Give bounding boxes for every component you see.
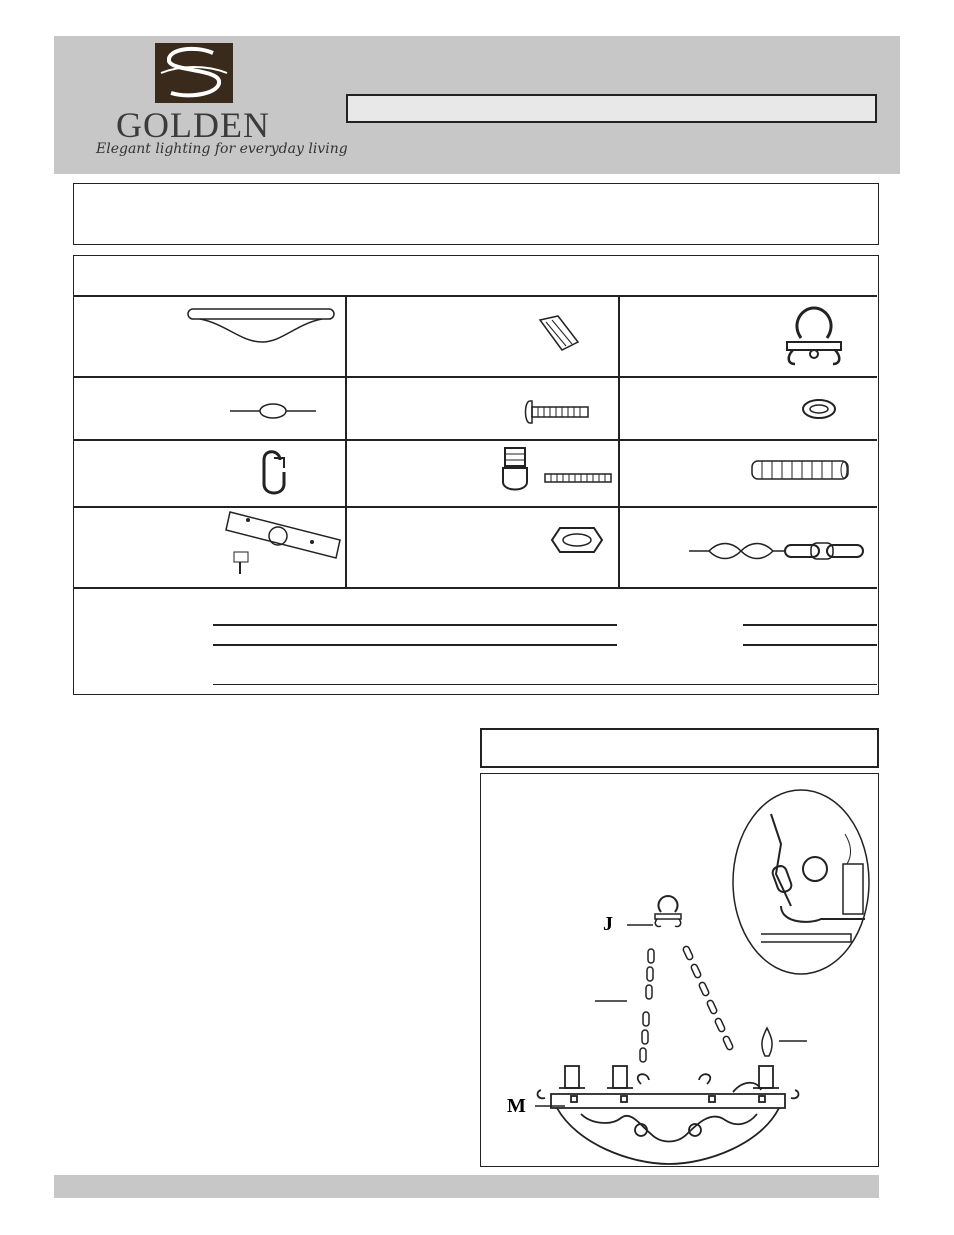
fill-line: [743, 624, 877, 626]
chain-right: [682, 945, 733, 1050]
fill-line: [213, 684, 877, 685]
grid-line: [74, 506, 877, 508]
notice-box: [73, 183, 879, 245]
brand-tagline: Elegant lighting for everyday living: [96, 141, 348, 157]
footer-band: [54, 1175, 879, 1198]
threaded-pipe-icon: [750, 458, 852, 484]
fill-line: [213, 644, 617, 646]
fill-line: [213, 624, 617, 626]
fill-line: [743, 644, 877, 646]
mounting-screw-icon: [522, 399, 590, 425]
chain-icon: [689, 537, 867, 563]
grid-line: [345, 295, 347, 589]
detail-callout: [733, 790, 869, 974]
chain-left: [640, 949, 654, 1062]
swivel-hickey-icon: [499, 446, 613, 496]
canopy-hook-icon: [779, 304, 849, 370]
bulb-icon: [762, 1028, 772, 1056]
wire-connector-icon: [534, 314, 584, 354]
chain-link-icon: [230, 399, 316, 423]
quick-link-icon: [258, 446, 290, 498]
hex-nut-icon: [550, 526, 604, 554]
grid-line: [74, 439, 877, 441]
golden-logo-icon: [155, 43, 233, 103]
parts-list-box: [73, 255, 879, 695]
canopy-hook-j: [655, 896, 681, 927]
installation-header: [480, 728, 879, 768]
brand-name: GOLDEN: [116, 105, 270, 145]
chandelier-diagram: [481, 774, 877, 1165]
grid-line: [74, 587, 877, 589]
label-j: J: [603, 913, 613, 935]
lock-washer-icon: [799, 396, 839, 422]
title-box: [346, 94, 877, 123]
chandelier-body: [538, 1066, 799, 1164]
grid-line: [74, 376, 877, 378]
crossbar-icon: [216, 508, 344, 576]
canopy-icon: [186, 306, 336, 346]
label-m: M: [507, 1095, 526, 1117]
installation-diagram: [480, 773, 879, 1167]
grid-line: [74, 295, 877, 297]
grid-line: [618, 295, 620, 589]
